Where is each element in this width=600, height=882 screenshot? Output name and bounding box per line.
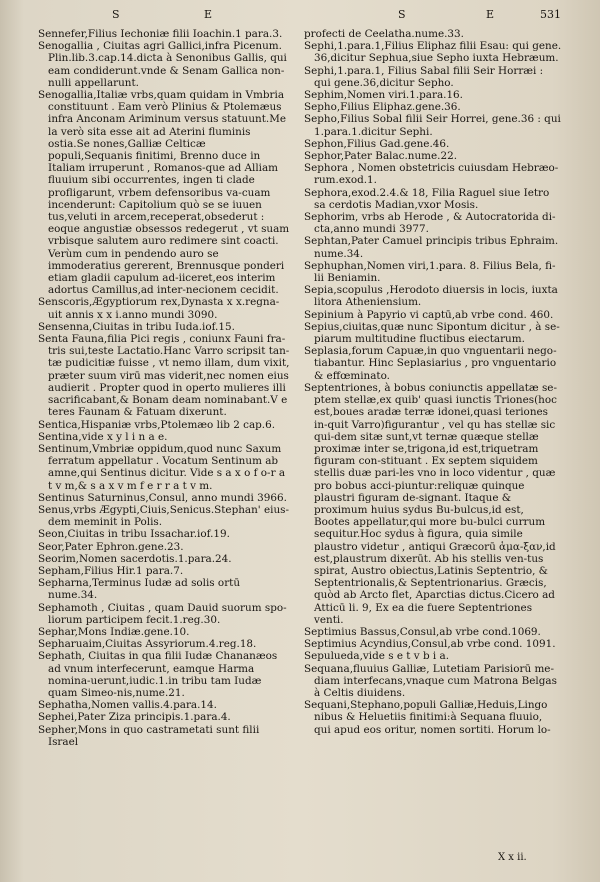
dictionary-entry: Sephon,Filius Gad.gene.46.	[304, 137, 450, 150]
dictionary-entry: Seor,Pater Ephron.gene.23.	[38, 540, 184, 553]
dictionary-entry: Sepharna,Terminus Iudæ ad solis ortū nume.34.	[38, 577, 241, 602]
dictionary-entry: Senus,vrbs Ægypti,Ciuis,Senicus.Stephan' eius-dem meminit in Polis.	[38, 503, 289, 529]
dictionary-entry: Sephei,Pater Ziza principis.1.para.4.	[38, 711, 231, 724]
dictionary-entry: Septentriones, à bobus coniunctis appellatæ se-ptem stellæ,ex quib' quasi iunctis Triones(hoc est,boues aradæ terræ idonei,quasi teriones in-quit Varro)figurantur , vel qu has stellæ sic qui-dem sitæ sunt,vt ternæ quæque stellæ proximæ inter se,trigona,id est,triquetram figuram con-stituant . Ex septem siquidem stellis duæ pari-les vno in loco videntur , quæ pro bobus acci-piuntur:reliquæ quinque plaustri figuram de-signant. Itaque & proximum huius sydus Bu-bulcus,id est, Bootes appellatur,qui more bu-bulci currum sequitur.Hoc sydus à figura, quia simile plaustro videtur , antiqui Græcorū ἁμα-ξαν,id est,plaustrum dixerūt. Ab his stellis ven-tus spirat, Austro obiectus,Latinis Septentrio, & Septentrionalis,& Septentrionarius. Græcis, quòd ab Arcto flet, Aparctias dictus.Cicero ad Atticū li. 9, Ex ea die fuere Septentriones venti.	[304, 381, 557, 626]
dictionary-entry: Sephi,1.para.1, Filius Sabal filii Seir Horræi : qui gene.36,dicitur Sepho.	[304, 64, 544, 89]
dictionary-entry: Sepher,Mons in quo castrametati sunt filii Israel	[38, 723, 260, 748]
dictionary-entry: Senscoris,Ægyptiorum rex,Dynasta x x.regna-uit annis x x i.anno mundi 3090.	[38, 296, 280, 321]
dictionary-entry: Sennefer,Filius Iechoniæ filii Ioachin.1 para.3.	[38, 28, 283, 40]
dictionary-entry: Sephatha,Nomen vallis.4.para.14.	[38, 699, 217, 712]
dictionary-entry: Sentina,vide x y l i n a e.	[38, 430, 168, 443]
header-letter: E	[486, 8, 497, 21]
dictionary-entry: Sephora , Nomen obstetricis cuiusdam Hebræo-rum.exod.1.	[304, 162, 559, 187]
dictionary-entry: Sepinium à Papyrio vi captū,ab vrbe cond. 460.	[304, 308, 554, 321]
dictionary-entry: Sephim,Nomen viri.1.para.16.	[304, 89, 463, 102]
dictionary-entry: Sephamoth , Ciuitas , quam Dauid suorum spo-liorum participem fecit.1.reg.30.	[38, 601, 287, 626]
dictionary-entry: Sepham,Filius Hir.1 para.7.	[38, 564, 184, 577]
dictionary-entry: Sepharuaim,Ciuitas Assyriorum.4.reg.18.	[38, 638, 257, 651]
dictionary-entry: Sephar,Mons Indiæ.gene.10.	[38, 625, 190, 638]
dictionary-entry: Sephorim, vrbs ab Herode , & Autocratorida di-cta,anno mundi 3977.	[304, 211, 556, 236]
dictionary-entry: Sephuphan,Nomen viri,1.para. 8. Filius Bela, fi-lii Beniamin.	[304, 259, 556, 285]
header-letter: S	[398, 8, 408, 21]
dictionary-entry: Senta Fauna,filia Pici regis , coniunx Fauni fra-tris sui,teste Lactatio.Hanc Varro scripsit tan-tæ pudicitiæ fuisse , vt nemo illam, dum vixit, præter suum virū mas viderit,nec nomen eius audierit . Propter quod in operto mulieres illi sacrificabant,& Bonam deam nominabant.V e teres Faunam & Fatuam dixerunt.	[38, 333, 290, 419]
dictionary-entry: Sentinus Saturninus,Consul, anno mundi 3966.	[38, 491, 287, 504]
dictionary-entry: Sequana,fluuius Galliæ, Lutetiam Parisiorū me-diam interfecans,vnaque cum Matrona Belgas à Celtis diuidens.	[304, 662, 557, 699]
dictionary-entry: Sepho,Filius Sobal filii Seir Horrei, gene.36 : qui 1.para.1.dicitur Sephi.	[304, 113, 561, 138]
dictionary-entry: Sepius,ciuitas,quæ nunc Sipontum dicitur , à se-piarum multitudine fluctibus eiectarum.	[304, 320, 560, 346]
dictionary-entry: Seorim,Nomen sacerdotis.1.para.24.	[38, 552, 232, 565]
dictionary-entry: Seon,Ciuitas in tribu Issachar.iof.19.	[38, 528, 230, 541]
right-column	[304, 28, 562, 736]
dictionary-entry: Seplasia,forum Capuæ,in quo vnguentarii nego-tiabantur. Hinc Seplasiarius , pro vnguentario & effœminato.	[304, 345, 557, 382]
dictionary-entry: Sensenna,Ciuitas in tribu Iuda.iof.15.	[38, 320, 235, 333]
signature-mark: X x ii.	[498, 852, 527, 863]
dictionary-entry: Septimius Acyndius,Consul,ab vrbe cond. 1091.	[304, 638, 556, 651]
dictionary-entry: profecti de Ceelatha.nume.33.	[304, 28, 464, 40]
header-letter: S	[112, 8, 122, 21]
dictionary-entry: Sepulueda,vide s e t v b i a.	[304, 650, 450, 663]
left-column	[38, 28, 292, 748]
dictionary-entry: Sepia,scopulus ,Herodoto diuersis in locis, iuxta litora Atheniensium.	[304, 284, 558, 309]
dictionary-entry: Senogallia , Ciuitas agri Gallici,infra Picenum. Plin.lib.3.cap.14.dicta à Senonibus Gallis, qui eam condiderunt.vnde & Senam Gallica non-nulli appellarunt.	[38, 40, 287, 89]
dictionary-entry: Sepho,Filius Eliphaz.gene.36.	[304, 101, 461, 114]
folio-number: 531	[540, 8, 561, 21]
dictionary-entry: Sequani,Stephano,populi Galliæ,Heduis,Lingo nibus & Heluetiis finitimi:à Sequana fluuio, qui apud eos oritur, nomen sortiti. Horum lo-	[304, 699, 551, 736]
running-header	[0, 8, 600, 26]
dictionary-entry: Sephath, Ciuitas in qua filii Iudæ Chananæos ad vnum interfecerunt, eamque Harma nomina-uerunt,iudic.1.in tribu tam Iudæ quam Simeo-nis,nume.21.	[38, 650, 278, 699]
dictionary-entry: Sephtan,Pater Camuel principis tribus Ephraim. nume.34.	[304, 235, 559, 260]
dictionary-entry: Septimius Bassus,Consul,ab vrbe cond.1069.	[304, 625, 541, 638]
dictionary-entry: Sephor,Pater Balac.nume.22.	[304, 150, 457, 163]
dictionary-entry: Sentinum,Vmbriæ oppidum,quod nunc Saxum ferratum appellatur . Vocatum Sentinum ab amne,qui Sentinus dicitur. Vide s a x o f o-r a t v m,& s a x v m f e r r a t v m.	[38, 442, 286, 492]
dictionary-entry: Sephi,1.para.1,Filius Eliphaz filii Esau: qui gene. 36,dicitur Sephua,siue Sepho iuxta Hebræum.	[304, 40, 562, 65]
dictionary-entry: Sentica,Hispaniæ vrbs,Ptolemæo lib 2 cap.6.	[38, 418, 276, 431]
header-letter: E	[204, 8, 215, 21]
dictionary-entry: Senogallia,Italiæ vrbs,quam quidam in Vmbria constituunt . Eam verò Plinius & Ptolemæus infra Anconam Ariminum versus statuunt.Me la verò sita esse ait ad Aterini fluminis ostia.Se nones,Galliæ Celticæ populi,Sequanis finitimi, Brenno duce in Italiam irruperunt , Romanos-que ad Alliam fluuium sibi occurrentes, ingen ti clade profligarunt, vrbem defensoribus va-cuam incenderunt: Capitolium quò se se iuuen tus,veluti in arcem,receperat,obsederut : eoque angustiæ obsessos redegerut , vt suam vrbisque salutem auro redimere sint coacti. Verùm cum in pendendo auro se immoderatius gererent, Brennusque ponderi etiam gladii capulum ad-iiceret,eos interim adortus Camillus,ad inter-necionem cecidit.	[38, 89, 290, 297]
dictionary-entry: Sephora,exod.2.4.& 18, Filia Raguel siue Ietro sa cerdotis Madian,vxor Mosis.	[304, 186, 550, 211]
